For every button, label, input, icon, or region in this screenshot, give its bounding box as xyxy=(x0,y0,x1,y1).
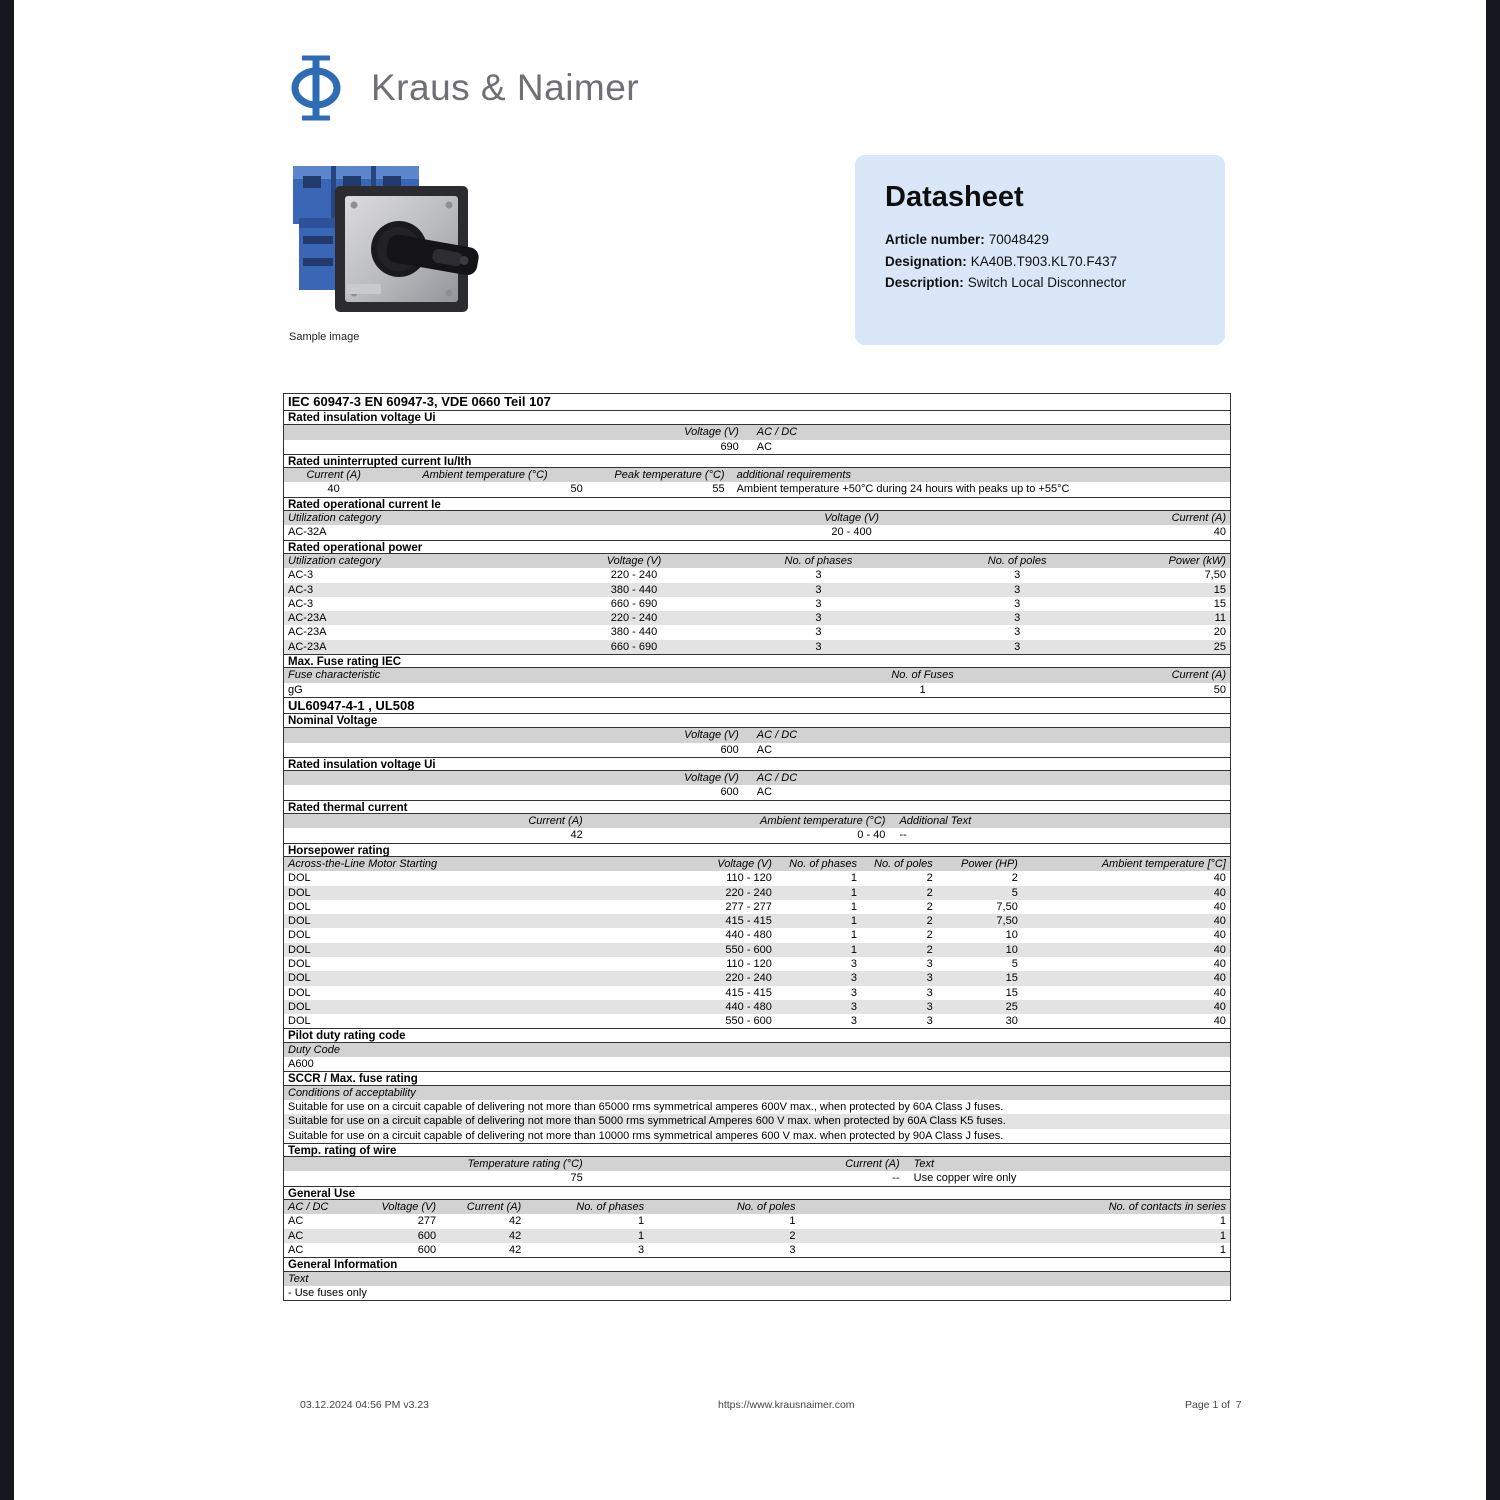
page-edge-left xyxy=(0,0,14,1500)
table-cell: 40 xyxy=(1213,943,1226,956)
table-row xyxy=(284,525,1230,539)
section-title-row xyxy=(284,1186,1230,1200)
table-cell: 3 xyxy=(815,612,822,625)
table-cell: 277 - 277 xyxy=(725,900,772,913)
table-cell: 440 - 480 xyxy=(725,929,772,942)
table-cell: 1 xyxy=(638,1229,645,1242)
brand-wordmark: Kraus & Naimer xyxy=(371,67,640,108)
table-cell: 550 - 600 xyxy=(725,1015,772,1028)
column-header-row xyxy=(284,1086,1230,1100)
table-cell: 1 xyxy=(789,1215,796,1228)
table-cell: 3 xyxy=(850,972,858,985)
table-cell: gG xyxy=(288,683,303,696)
table-cell: Max. Fuse rating IEC xyxy=(288,656,402,668)
table-cell: AC-23A xyxy=(288,640,327,653)
table-cell: 3 xyxy=(850,1000,858,1013)
table-cell: Fuse characteristic xyxy=(288,669,381,682)
table-row xyxy=(284,1171,1230,1185)
table-cell: 440 - 480 xyxy=(725,1000,772,1013)
table-cell: 1 xyxy=(850,943,858,956)
table-row xyxy=(284,625,1230,639)
table-cell: DOL xyxy=(288,986,311,999)
column-header-row xyxy=(284,771,1230,785)
table-cell: 30 xyxy=(1005,1015,1018,1028)
table-cell: 277 xyxy=(417,1215,437,1228)
table-cell: Temperature rating (°C) xyxy=(467,1158,583,1171)
table-cell: 40 xyxy=(1213,915,1226,928)
section-title-row xyxy=(284,1071,1230,1085)
table-cell: 40 xyxy=(327,483,340,496)
column-header-row xyxy=(284,511,1230,525)
table-cell: General Use xyxy=(288,1187,356,1200)
table-cell: IEC 60947-3 EN 60947-3, VDE 0660 Teil 107 xyxy=(288,394,551,409)
field-description xyxy=(885,272,1195,294)
table-cell: 2 xyxy=(926,915,933,928)
table-cell: 15 xyxy=(1213,597,1226,610)
column-header-row xyxy=(284,668,1230,682)
table-row xyxy=(284,611,1230,625)
column-header-row xyxy=(284,814,1230,828)
table-cell: No. of Fuses xyxy=(891,669,954,682)
table-cell: AC xyxy=(288,1215,304,1228)
table-cell: 660 - 690 xyxy=(610,597,658,610)
table-cell: SCCR / Max. fuse rating xyxy=(288,1073,418,1085)
table-row xyxy=(284,1000,1230,1014)
table-cell: No. of contacts in series xyxy=(1108,1201,1226,1214)
table-cell: 7,50 xyxy=(1204,569,1226,582)
table-cell: Temp. rating of wire xyxy=(288,1144,397,1157)
table-row xyxy=(284,886,1230,900)
table-cell: 3 xyxy=(926,972,933,985)
table-cell: Utilization category xyxy=(288,554,381,567)
spec-table xyxy=(283,393,1231,1301)
table-cell: AC / DC xyxy=(756,772,798,785)
table-cell: 55 xyxy=(712,483,725,496)
table-row xyxy=(284,597,1230,611)
table-row xyxy=(284,1243,1230,1257)
table-cell: 3 xyxy=(1014,626,1021,639)
table-cell: 660 - 690 xyxy=(610,640,658,653)
table-cell: 40 xyxy=(1213,900,1226,913)
table-cell: 0 - 40 xyxy=(857,829,886,842)
table-cell: 40 xyxy=(1213,986,1226,999)
table-cell: DOL xyxy=(288,915,311,928)
table-cell: 3 xyxy=(815,597,822,610)
table-cell: AC / DC xyxy=(756,729,798,742)
table-row xyxy=(284,900,1230,914)
table-cell: 3 xyxy=(789,1243,796,1256)
table-cell: 3 xyxy=(850,957,858,970)
table-cell: 220 - 240 xyxy=(610,569,658,582)
table-cell: 1 xyxy=(850,886,858,899)
table-cell: Ambient temperature (°C) xyxy=(759,815,886,828)
table-row xyxy=(284,1229,1230,1243)
kraus-naimer-logo-icon xyxy=(287,52,345,124)
footer-date-version: 03.12.2024 04:56 PM v3.23 xyxy=(300,1399,430,1411)
table-cell: 2 xyxy=(789,1229,796,1242)
table-row xyxy=(284,568,1230,582)
table-cell: Current (A) xyxy=(1171,669,1226,682)
table-cell: DOL xyxy=(288,872,311,885)
table-cell: AC / DC xyxy=(288,1201,329,1214)
product-photo xyxy=(283,156,490,318)
table-cell: DOL xyxy=(288,1015,311,1028)
table-cell: 1 xyxy=(1219,1215,1226,1228)
table-cell: Voltage (V) xyxy=(684,729,739,742)
table-cell: 10 xyxy=(1005,929,1018,942)
table-cell: 25 xyxy=(1213,640,1226,653)
table-cell: AC-23A xyxy=(288,612,327,625)
section-title-row xyxy=(284,1028,1230,1042)
table-row xyxy=(284,1100,1230,1114)
section-title-row xyxy=(284,454,1230,468)
field-article-number xyxy=(885,229,1195,251)
table-cell: AC xyxy=(288,1229,304,1242)
table-cell: DOL xyxy=(288,957,311,970)
table-row xyxy=(284,1129,1230,1143)
table-cell: additional requirements xyxy=(736,469,851,482)
table-cell: 1 xyxy=(850,929,858,942)
table-cell: 20 xyxy=(1213,626,1226,639)
table-cell: Nominal Voltage xyxy=(288,714,378,727)
table-cell: Utilization category xyxy=(288,512,381,525)
page-title: Datasheet xyxy=(885,181,1024,213)
table-cell: Power (kW) xyxy=(1168,554,1226,567)
table-cell: Voltage (V) xyxy=(684,426,739,439)
datasheet-info-box xyxy=(855,155,1225,345)
table-cell: 3 xyxy=(850,1015,858,1028)
brand-header xyxy=(287,52,639,124)
table-cell: Current (A) xyxy=(466,1201,522,1214)
table-cell: DOL xyxy=(288,886,311,899)
table-row xyxy=(284,914,1230,928)
table-row xyxy=(284,482,1230,496)
section-title-row xyxy=(284,411,1230,425)
section-title-row xyxy=(284,497,1230,511)
table-cell: DOL xyxy=(288,900,311,913)
table-cell: AC-3 xyxy=(288,569,314,582)
table-cell: 5 xyxy=(1011,886,1018,899)
column-header-row xyxy=(284,1157,1230,1171)
table-cell: 3 xyxy=(815,583,822,596)
section-title-row xyxy=(284,540,1230,554)
table-cell: 15 xyxy=(1005,972,1018,985)
table-cell: Power (HP) xyxy=(960,857,1018,870)
column-header-row xyxy=(284,425,1230,439)
table-cell: AC-23A xyxy=(288,626,327,639)
table-cell: 3 xyxy=(926,957,933,970)
table-cell: 11 xyxy=(1214,612,1226,625)
table-cell: UL60947-4-1 , UL508 xyxy=(288,697,415,713)
column-header-row xyxy=(284,468,1230,482)
table-cell: 3 xyxy=(815,569,822,582)
table-cell: Suitable for use on a circuit capable of delivering not more than 5000 rms symmetrical Amperes 600 V max. when protected by 60A Class K5 fuses. xyxy=(288,1115,1006,1128)
column-header-row xyxy=(284,728,1230,742)
table-row xyxy=(284,957,1230,971)
table-cell: 600 xyxy=(417,1243,437,1256)
table-row xyxy=(284,1214,1230,1228)
field-value: Switch Local Disconnector xyxy=(967,275,1127,290)
table-cell: AC-32A xyxy=(288,526,327,539)
footer-page-number: Page 1 of 7 xyxy=(1185,1399,1242,1411)
table-cell: 3 xyxy=(850,986,858,999)
table-cell: 220 - 240 xyxy=(725,886,772,899)
table-row xyxy=(284,943,1230,957)
table-cell: 50 xyxy=(570,483,583,496)
table-cell: Ambient temperature +50°C during 24 hours with peaks up to +55°C xyxy=(736,483,1070,496)
table-cell: Text xyxy=(913,1158,935,1171)
table-cell: A600 xyxy=(288,1058,314,1071)
table-cell: 690 xyxy=(720,440,739,453)
table-cell: 3 xyxy=(926,1015,933,1028)
table-cell: 7,50 xyxy=(996,900,1018,913)
table-cell: 2 xyxy=(926,900,933,913)
table-cell: Current (A) xyxy=(306,469,361,482)
column-header-row xyxy=(284,1200,1230,1214)
table-cell: 3 xyxy=(1014,569,1021,582)
table-cell: DOL xyxy=(288,1000,311,1013)
table-cell: Pilot duty rating code xyxy=(288,1030,406,1042)
table-cell: AC-3 xyxy=(288,583,314,596)
table-cell: 3 xyxy=(815,626,822,639)
table-cell: No. of poles xyxy=(736,1201,796,1214)
field-value: 70048429 xyxy=(988,232,1049,247)
table-cell: Current (A) xyxy=(845,1158,900,1171)
section-title-row xyxy=(284,1257,1230,1271)
table-cell: Rated thermal current xyxy=(288,801,408,814)
table-cell: Rated insulation voltage Ui xyxy=(288,412,436,424)
field-value: KA40B.T903.KL70.F437 xyxy=(970,253,1118,269)
table-cell: DOL xyxy=(288,943,311,956)
table-row xyxy=(284,640,1230,654)
table-cell: DOL xyxy=(288,929,311,942)
table-cell: 3 xyxy=(926,986,933,999)
table-cell: Suitable for use on a circuit capable of delivering not more than 65000 rms symmetrical amperes 600V max., when protected by 60A Class J fuses. xyxy=(288,1100,1004,1113)
table-cell: - Use fuses only xyxy=(288,1286,367,1299)
table-cell: 3 xyxy=(1014,583,1021,596)
column-header-row xyxy=(284,1272,1230,1286)
table-row xyxy=(284,1014,1230,1028)
table-cell: Horsepower rating xyxy=(288,844,390,856)
table-cell: 110 - 120 xyxy=(726,957,772,970)
table-cell: 3 xyxy=(1014,640,1021,653)
table-cell: 1 xyxy=(850,872,858,885)
table-cell: 415 - 415 xyxy=(725,986,772,999)
table-cell: 380 - 440 xyxy=(610,583,658,596)
table-cell: Ambient temperature [°C] xyxy=(1101,857,1226,870)
table-cell: 600 xyxy=(720,743,739,756)
table-row xyxy=(284,1057,1230,1071)
footer-url[interactable]: https://www.krausnaimer.com xyxy=(718,1399,855,1411)
table-cell: 1 xyxy=(1219,1243,1226,1256)
info-fields xyxy=(885,229,1195,294)
table-cell: Voltage (V) xyxy=(684,772,739,785)
table-cell: No. of poles xyxy=(987,554,1047,567)
table-cell: 42 xyxy=(570,829,583,842)
table-cell: Rated operational power xyxy=(288,541,423,553)
table-cell: Ambient temperature (°C) xyxy=(422,469,548,482)
table-cell: 40 xyxy=(1213,886,1226,899)
table-cell: 2 xyxy=(926,943,933,956)
table-cell: Rated operational current Ie xyxy=(288,498,441,511)
table-cell: 110 - 120 xyxy=(726,872,772,885)
table-cell: 550 - 600 xyxy=(725,943,772,956)
table-row xyxy=(284,1114,1230,1128)
section-title-row xyxy=(284,394,1230,411)
table-cell: 1 xyxy=(850,900,858,913)
table-cell: 1 xyxy=(850,915,858,928)
table-cell: 3 xyxy=(1014,612,1021,625)
table-cell: 415 - 415 xyxy=(725,915,772,928)
table-cell: 42 xyxy=(508,1215,522,1228)
sample-image-caption: Sample image xyxy=(289,331,360,343)
field-designation xyxy=(885,251,1195,273)
table-row xyxy=(284,928,1230,942)
table-cell: 10 xyxy=(1005,943,1018,956)
table-cell: Current (A) xyxy=(1171,512,1226,525)
table-cell: 2 xyxy=(926,886,933,899)
table-row xyxy=(284,743,1230,757)
table-cell: 2 xyxy=(926,872,933,885)
table-cell: General Information xyxy=(288,1259,398,1271)
table-cell: 42 xyxy=(508,1229,522,1242)
table-cell: 1 xyxy=(1219,1229,1226,1242)
table-cell: 40 xyxy=(1213,972,1226,985)
section-title-row xyxy=(284,654,1230,668)
table-cell: 15 xyxy=(1005,986,1018,999)
table-cell: AC / DC xyxy=(756,426,798,439)
table-cell: 75 xyxy=(570,1172,583,1185)
table-cell: 50 xyxy=(1213,683,1226,696)
table-cell: 220 - 240 xyxy=(725,972,772,985)
table-row xyxy=(284,440,1230,454)
table-cell: 40 xyxy=(1213,957,1226,970)
table-cell: No. of poles xyxy=(874,857,933,870)
table-cell: AC xyxy=(756,786,773,799)
table-row xyxy=(284,986,1230,1000)
table-cell: No. of phases xyxy=(789,857,858,870)
table-cell: -- xyxy=(899,829,907,842)
product-sample-figure xyxy=(283,156,495,343)
table-cell: 2 xyxy=(1011,872,1018,885)
table-cell: 3 xyxy=(926,1000,933,1013)
table-row xyxy=(284,583,1230,597)
table-cell: Rated insulation voltage Ui xyxy=(288,758,436,771)
table-cell: -- xyxy=(892,1172,900,1185)
field-label: Article number: xyxy=(885,232,985,247)
table-row xyxy=(284,785,1230,799)
section-title-row xyxy=(284,1143,1230,1157)
table-cell: Current (A) xyxy=(528,815,583,828)
table-cell: 20 - 400 xyxy=(831,526,872,539)
section-title-row xyxy=(284,757,1230,771)
table-cell: 380 - 440 xyxy=(610,626,658,639)
table-cell: Voltage (V) xyxy=(824,512,879,525)
table-cell: 3 xyxy=(815,640,822,653)
table-row xyxy=(284,683,1230,697)
table-cell: 220 - 240 xyxy=(610,612,658,625)
table-cell: Conditions of acceptability xyxy=(288,1086,416,1099)
table-cell: Across-the-Line Motor Starting xyxy=(288,857,438,870)
table-cell: 2 xyxy=(926,929,933,942)
table-row xyxy=(284,971,1230,985)
table-cell: AC-3 xyxy=(288,597,314,610)
section-title-row xyxy=(284,843,1230,857)
table-cell: Suitable for use on a circuit capable of delivering not more than 10000 rms symmetrical amperes 600 V max. when protected by 90A Class J fuses. xyxy=(288,1129,1004,1142)
table-cell: 42 xyxy=(508,1243,522,1256)
section-title-row xyxy=(284,800,1230,814)
table-cell: 40 xyxy=(1213,526,1226,539)
column-header-row xyxy=(284,554,1230,568)
table-cell: 1 xyxy=(919,683,926,696)
table-cell: Duty Code xyxy=(288,1043,340,1056)
table-row xyxy=(284,828,1230,842)
table-cell: 600 xyxy=(720,786,739,799)
table-cell: Voltage (V) xyxy=(717,857,772,870)
table-cell: AC xyxy=(756,743,773,756)
section-title-row xyxy=(284,714,1230,728)
table-cell: 3 xyxy=(638,1243,645,1256)
table-cell: 40 xyxy=(1213,1000,1226,1013)
table-cell: Voltage (V) xyxy=(606,554,662,567)
table-cell: DOL xyxy=(288,972,311,985)
table-cell: No. of phases xyxy=(576,1201,645,1214)
table-cell: 7,50 xyxy=(996,915,1018,928)
table-cell: No. of phases xyxy=(784,554,853,567)
table-cell: Use copper wire only xyxy=(913,1172,1017,1185)
column-header-row xyxy=(284,1043,1230,1057)
table-cell: 600 xyxy=(417,1229,437,1242)
table-cell: 25 xyxy=(1005,1000,1018,1013)
table-cell: AC xyxy=(756,440,773,453)
section-title-row xyxy=(284,697,1230,714)
table-cell: 15 xyxy=(1213,583,1226,596)
table-cell: Rated uninterrupted current Iu/Ith xyxy=(288,455,472,468)
table-cell: Additional Text xyxy=(899,815,972,828)
table-cell: 3 xyxy=(1014,597,1021,610)
table-cell: Peak temperature (°C) xyxy=(614,469,725,482)
field-label: Designation: xyxy=(885,253,967,269)
table-cell: 5 xyxy=(1011,957,1018,970)
table-row xyxy=(284,1286,1230,1300)
table-cell: 40 xyxy=(1213,929,1226,942)
column-header-row xyxy=(284,857,1230,871)
table-cell: 40 xyxy=(1213,872,1226,885)
field-label: Description: xyxy=(885,275,964,290)
table-cell: Text xyxy=(288,1272,309,1285)
table-cell: 1 xyxy=(638,1215,645,1228)
table-row xyxy=(284,871,1230,885)
page-edge-right xyxy=(1486,0,1500,1500)
table-cell: AC xyxy=(288,1243,304,1256)
table-cell: Voltage (V) xyxy=(381,1201,437,1214)
table-cell: 40 xyxy=(1213,1015,1226,1028)
